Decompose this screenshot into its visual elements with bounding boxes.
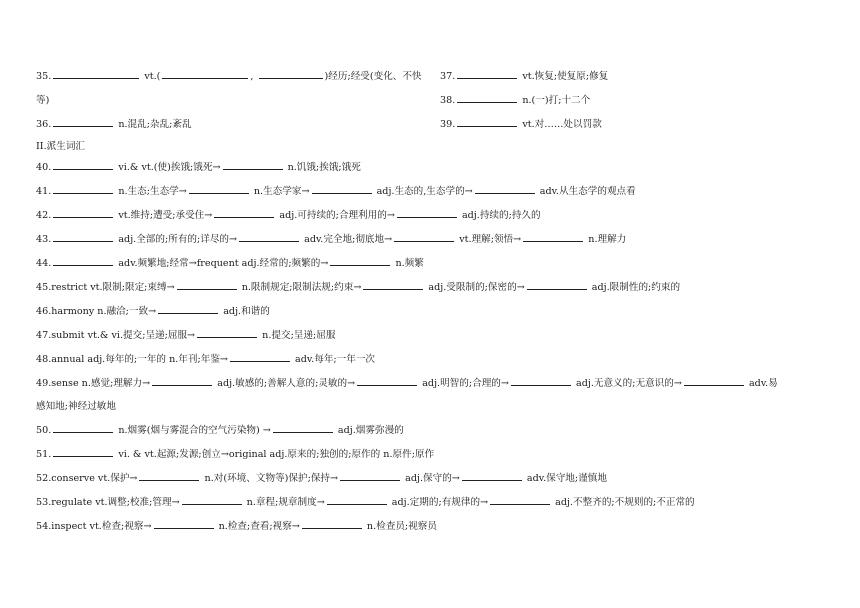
answer-blank[interactable] <box>527 280 587 290</box>
item-text: n.饥饿;挨饿;饿死 <box>287 162 361 173</box>
item-text: vi.& vt.(使)挨饿;饿死→ <box>118 162 221 173</box>
item-text: vt.恢复;使复原;修复 <box>522 71 609 82</box>
answer-blank[interactable] <box>53 423 113 433</box>
item-number: 42. <box>36 210 52 221</box>
answer-blank[interactable] <box>182 495 242 505</box>
item-47 <box>36 327 335 341</box>
section-heading: II.派生词汇 <box>36 141 86 152</box>
item-text: adj.保守的→ <box>405 473 460 484</box>
item-text: n.频繁 <box>395 258 424 269</box>
item-text: 45.restrict vt.限制;限定;束缚→ <box>36 282 175 293</box>
answer-blank[interactable] <box>214 208 274 218</box>
item-53 <box>36 494 695 508</box>
answer-blank[interactable] <box>152 376 212 386</box>
item-text: )经历;经受(变化、不快 <box>324 71 422 82</box>
item-text: adj.明智的;合理的→ <box>422 378 509 389</box>
item-number: 41. <box>36 186 52 197</box>
item-text: adj.和谐的 <box>223 306 270 317</box>
item-text: n.对(环境、文物等)保护;保持→ <box>204 473 339 484</box>
item-50 <box>36 422 404 436</box>
item-text: adj.受限制的;保密的→ <box>428 282 525 293</box>
item-49 <box>36 375 778 389</box>
item-36 <box>36 116 192 130</box>
answer-blank[interactable] <box>312 184 372 194</box>
answer-blank[interactable] <box>53 69 139 79</box>
item-number: 40. <box>36 162 52 173</box>
answer-blank[interactable] <box>53 160 113 170</box>
item-text: adv.保守地;谨慎地 <box>526 473 607 484</box>
answer-blank[interactable] <box>475 184 535 194</box>
answer-blank[interactable] <box>259 69 323 79</box>
answer-blank[interactable] <box>139 471 199 481</box>
item-40 <box>36 159 361 173</box>
item-text: adv.频繁地;经常→frequent adj.经常的;频繁的→ <box>118 258 329 269</box>
item-44 <box>36 255 424 269</box>
item-41 <box>36 183 636 197</box>
answer-blank[interactable] <box>363 280 423 290</box>
item-text: adj.定期的;有规律的→ <box>391 497 489 508</box>
answer-blank[interactable] <box>230 352 290 362</box>
item-text: adv.易 <box>748 378 778 389</box>
item-text: 感知地;神经过敏地 <box>36 401 116 412</box>
answer-blank[interactable] <box>53 447 113 457</box>
answer-blank[interactable] <box>523 232 583 242</box>
item-54 <box>36 518 437 532</box>
item-text: n.限制规定;限制法规;约束→ <box>241 282 362 293</box>
answer-blank[interactable] <box>273 423 333 433</box>
item-text: n.理解力 <box>588 234 627 245</box>
answer-blank[interactable] <box>684 376 744 386</box>
answer-blank[interactable] <box>327 495 387 505</box>
answer-blank[interactable] <box>330 256 390 266</box>
item-text: n.生态学家→ <box>253 186 310 197</box>
answer-blank[interactable] <box>239 232 299 242</box>
item-49-continued <box>36 398 116 412</box>
item-number: 36. <box>36 119 52 130</box>
item-text: adj.无意义的;无意识的→ <box>575 378 682 389</box>
item-text: 53.regulate vt.调整;校准;管理→ <box>36 497 180 508</box>
item-number: 39. <box>440 119 456 130</box>
answer-blank[interactable] <box>197 328 257 338</box>
item-text: vt.理解;领悟→ <box>459 234 522 245</box>
item-text: adj.生态的,生态学的→ <box>376 186 473 197</box>
answer-blank[interactable] <box>357 376 417 386</box>
item-number: 37. <box>440 71 456 82</box>
item-51 <box>36 446 434 460</box>
item-text: 52.conserve vt.保护→ <box>36 473 138 484</box>
item-42 <box>36 207 541 221</box>
item-text: 54.inspect vt.检查;视察→ <box>36 521 152 532</box>
answer-blank[interactable] <box>53 184 113 194</box>
answer-blank[interactable] <box>394 232 454 242</box>
item-text: adj.限制性的;约束的 <box>591 282 681 293</box>
item-number: 43. <box>36 234 52 245</box>
item-39 <box>440 116 602 130</box>
item-number: 51. <box>36 449 52 460</box>
answer-blank[interactable] <box>511 376 571 386</box>
item-number: 50. <box>36 425 52 436</box>
item-text: 48.annual adj.每年的;一年的 n.年刊;年鉴→ <box>36 354 228 365</box>
answer-blank[interactable] <box>162 69 248 79</box>
answer-blank[interactable] <box>53 232 113 242</box>
item-37 <box>440 68 608 82</box>
item-48 <box>36 351 375 365</box>
answer-blank[interactable] <box>223 160 283 170</box>
item-text: adj.敏感的;善解人意的;灵敏的→ <box>217 378 356 389</box>
item-text: adv.完全地;彻底地→ <box>304 234 393 245</box>
item-text: vt.( <box>144 71 161 82</box>
item-52 <box>36 470 607 484</box>
item-text: 等) <box>36 95 50 106</box>
item-text: vi. & vt.起源;发源;创立→original adj.原来的;独创的;原作的 n.原件;原作 <box>118 449 435 460</box>
answer-blank[interactable] <box>53 256 113 266</box>
item-text: n.章程;规章制度→ <box>246 497 325 508</box>
item-text: vt.对……处以罚款 <box>522 119 602 130</box>
answer-blank[interactable] <box>158 304 218 314</box>
item-text: n.检查;查看;视察→ <box>218 521 300 532</box>
item-35-continued <box>36 92 49 106</box>
item-43 <box>36 231 626 245</box>
item-text: vt.维持;遭受;承受住→ <box>118 210 213 221</box>
answer-blank[interactable] <box>177 280 237 290</box>
item-text: 47.submit vt.& vi.提交;呈递;屈服→ <box>36 330 196 341</box>
answer-blank[interactable] <box>457 93 517 103</box>
answer-blank[interactable] <box>457 69 517 79</box>
item-number: 44. <box>36 258 52 269</box>
answer-blank[interactable] <box>154 519 214 529</box>
item-38 <box>440 92 590 106</box>
item-text: n.(一)打;十二个 <box>522 95 591 106</box>
item-35 <box>36 68 422 82</box>
item-text: adj.持续的;持久的 <box>461 210 541 221</box>
item-text: n.烟雾(烟与雾混合的空气污染物) → <box>118 425 271 436</box>
item-text: n.混乱;杂乱;紊乱 <box>118 119 192 130</box>
item-text: n.提交;呈递;屈服 <box>262 330 336 341</box>
item-text: n.生态;生态学→ <box>118 186 187 197</box>
item-number: 35. <box>36 71 52 82</box>
answer-blank[interactable] <box>53 208 113 218</box>
answer-blank[interactable] <box>189 184 249 194</box>
item-46 <box>36 303 270 317</box>
item-text: 46.harmony n.融洽;一致→ <box>36 306 157 317</box>
answer-blank[interactable] <box>397 208 457 218</box>
item-text: adj.全部的;所有的;详尽的→ <box>118 234 238 245</box>
item-text: 49.sense n.感觉;理解力→ <box>36 378 151 389</box>
answer-blank[interactable] <box>53 117 113 127</box>
item-text: adv.从生态学的观点看 <box>539 186 636 197</box>
item-45 <box>36 279 680 293</box>
item-text: adj.不整齐的;不规则的;不正常的 <box>555 497 695 508</box>
item-text: adv.每年;一年一次 <box>295 354 376 365</box>
answer-blank[interactable] <box>457 117 517 127</box>
item-text: , <box>250 71 254 82</box>
item-text: adj.烟雾弥漫的 <box>337 425 404 436</box>
answer-blank[interactable] <box>490 495 550 505</box>
item-text: n.检查员;视察员 <box>366 521 437 532</box>
answer-blank[interactable] <box>462 471 522 481</box>
item-number: 38. <box>440 95 456 106</box>
answer-blank[interactable] <box>340 471 400 481</box>
item-text: adj.可持续的;合理利用的→ <box>279 210 395 221</box>
answer-blank[interactable] <box>302 519 362 529</box>
